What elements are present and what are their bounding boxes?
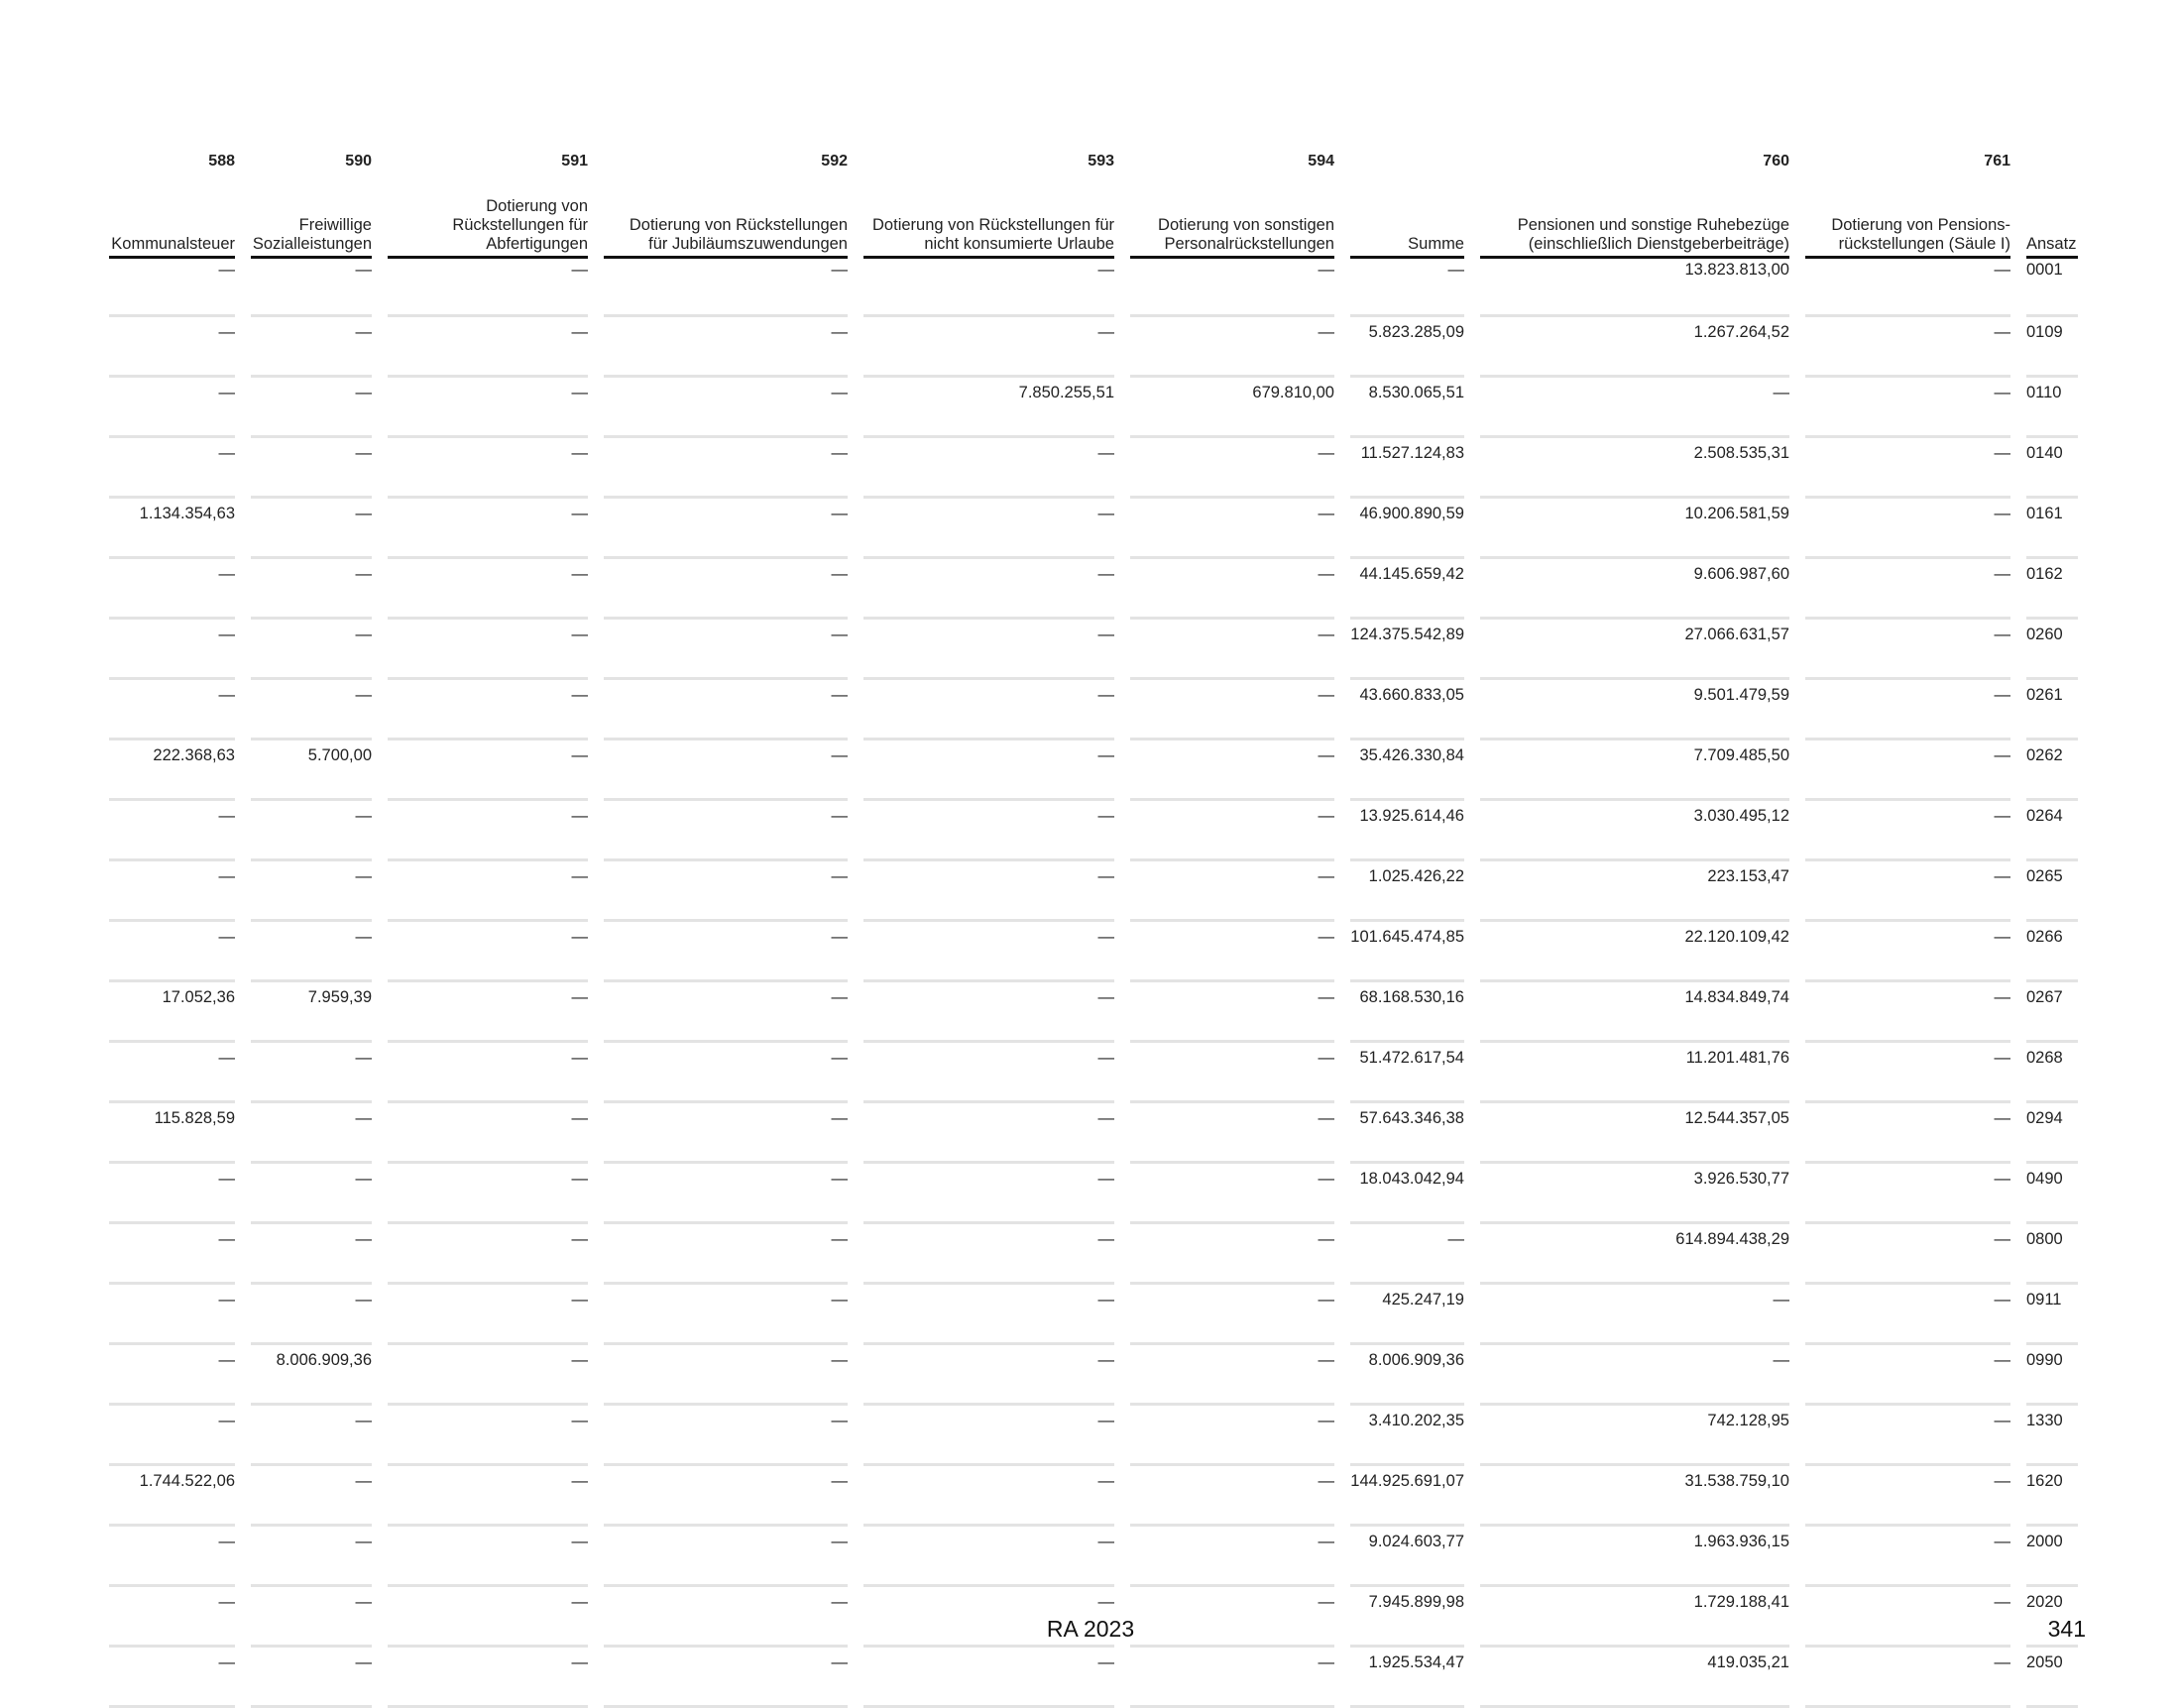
table-row — [109, 982, 2078, 1043]
table-cell: 57.643.346,38 — [1350, 1103, 1464, 1164]
table-cell: — — [863, 317, 1114, 378]
table-cell: — — [251, 1587, 372, 1648]
table-cell: — — [251, 438, 372, 499]
ansatz-cell: 2000 — [2026, 1527, 2078, 1587]
table-cell: — — [863, 1164, 1114, 1224]
table-cell: — — [863, 1345, 1114, 1406]
table-cell: — — [863, 1406, 1114, 1466]
table-cell: 419.035,21 — [1480, 1648, 1789, 1708]
table-cell: — — [109, 922, 235, 982]
table-cell: — — [109, 1285, 235, 1345]
table-cell: — — [1130, 740, 1334, 801]
table-row — [109, 259, 2078, 317]
table-cell: — — [1130, 801, 1334, 861]
table-cell: — — [863, 1285, 1114, 1345]
table-row — [109, 378, 2078, 438]
table-row — [109, 1466, 2078, 1527]
table-cell: — — [251, 1043, 372, 1103]
table-cell: — — [1805, 1345, 2010, 1406]
ansatz-cell: 0110 — [2026, 378, 2078, 438]
table-cell: — — [1805, 1285, 2010, 1345]
table-cell: — — [1805, 620, 2010, 680]
table-cell: — — [1130, 1406, 1334, 1466]
table-cell: 51.472.617,54 — [1350, 1043, 1464, 1103]
table-cell: — — [109, 861, 235, 922]
table-cell: — — [863, 1466, 1114, 1527]
table-cell: — — [1130, 1285, 1334, 1345]
table-row — [109, 740, 2078, 801]
table-cell: 31.538.759,10 — [1480, 1466, 1789, 1527]
table-cell: — — [1130, 680, 1334, 740]
table-cell: — — [388, 680, 588, 740]
table-cell: — — [388, 1527, 588, 1587]
table-cell: — — [251, 801, 372, 861]
table-cell: — — [1130, 1224, 1334, 1285]
table-cell: — — [388, 1406, 588, 1466]
table-row — [109, 1224, 2078, 1285]
table-cell: — — [109, 1527, 235, 1587]
table-cell: — — [1805, 680, 2010, 740]
table-cell: — — [388, 740, 588, 801]
table-cell: 223.153,47 — [1480, 861, 1789, 922]
column-header-row — [109, 176, 2078, 259]
table-cell: — — [863, 922, 1114, 982]
table-cell: — — [863, 740, 1114, 801]
table-cell: 1.025.426,22 — [1350, 861, 1464, 922]
table-cell: — — [1130, 317, 1334, 378]
ansatz-cell: 0490 — [2026, 1164, 2078, 1224]
account-code: 592 — [821, 153, 848, 170]
column-header: Dotierung von Pensions- rückstellungen (Säule I) — [1805, 176, 2010, 259]
table-cell: 3.410.202,35 — [1350, 1406, 1464, 1466]
table-row — [109, 1103, 2078, 1164]
table-cell: 43.660.833,05 — [1350, 680, 1464, 740]
table-cell: — — [388, 922, 588, 982]
table-cell: — — [604, 620, 848, 680]
table-cell: 9.606.987,60 — [1480, 559, 1789, 620]
table-row — [109, 620, 2078, 680]
table-cell: — — [863, 620, 1114, 680]
table-cell: 14.834.849,74 — [1480, 982, 1789, 1043]
table-cell: 3.926.530,77 — [1480, 1164, 1789, 1224]
table-cell: — — [1130, 1587, 1334, 1648]
ansatz-cell: 0001 — [2026, 259, 2078, 317]
table-cell: — — [604, 378, 848, 438]
table-cell: — — [604, 1466, 848, 1527]
table-cell: 1.267.264,52 — [1480, 317, 1789, 378]
personnel-expense-table — [93, 0, 2094, 1708]
table-cell: — — [251, 559, 372, 620]
table-cell: 679.810,00 — [1130, 378, 1334, 438]
ansatz-cell: 0911 — [2026, 1285, 2078, 1345]
table-cell: — — [1805, 922, 2010, 982]
column-header: Ansatz — [2026, 176, 2078, 259]
table-cell: — — [863, 1224, 1114, 1285]
account-code: 594 — [1308, 153, 1334, 170]
table-cell: 1.729.188,41 — [1480, 1587, 1789, 1648]
table-cell: — — [388, 1648, 588, 1708]
column-header: Pensionen und sonstige Ruhebezüge (einschließlich Dienstgeberbeiträge) — [1480, 176, 1789, 259]
table-cell: 8.530.065,51 — [1350, 378, 1464, 438]
table-cell: — — [1805, 861, 2010, 922]
table-cell: — — [1130, 1527, 1334, 1587]
ansatz-cell: 2020 — [2026, 1587, 2078, 1648]
ansatz-cell: 0800 — [2026, 1224, 2078, 1285]
table-row — [109, 438, 2078, 499]
table-cell: — — [109, 438, 235, 499]
table-cell: — — [109, 317, 235, 378]
table-cell: — — [863, 1527, 1114, 1587]
table-cell: — — [863, 1648, 1114, 1708]
ansatz-cell: 1330 — [2026, 1406, 2078, 1466]
table-cell: — — [1805, 1043, 2010, 1103]
table-cell: — — [1480, 1285, 1789, 1345]
table-cell: 9.501.479,59 — [1480, 680, 1789, 740]
ansatz-cell: 0267 — [2026, 982, 2078, 1043]
table-cell: — — [251, 1466, 372, 1527]
table-cell: — — [1805, 801, 2010, 861]
table-cell: 68.168.530,16 — [1350, 982, 1464, 1043]
table-cell: 18.043.042,94 — [1350, 1164, 1464, 1224]
table-cell: 115.828,59 — [109, 1103, 235, 1164]
table-cell: — — [388, 801, 588, 861]
table-cell: 8.006.909,36 — [251, 1345, 372, 1406]
table-cell: 1.925.534,47 — [1350, 1648, 1464, 1708]
table-cell: — — [604, 1527, 848, 1587]
table-cell: — — [388, 1587, 588, 1648]
table-cell: 7.959,39 — [251, 982, 372, 1043]
table-cell: — — [1805, 1466, 2010, 1527]
table-cell: — — [388, 499, 588, 559]
table-cell: 11.201.481,76 — [1480, 1043, 1789, 1103]
table-cell: — — [109, 378, 235, 438]
table-cell: — — [863, 680, 1114, 740]
table-cell: — — [1130, 1103, 1334, 1164]
table-cell: 5.823.285,09 — [1350, 317, 1464, 378]
account-code — [1350, 0, 1464, 176]
table-cell: — — [388, 1345, 588, 1406]
table-row — [109, 499, 2078, 559]
table-cell: 1.134.354,63 — [109, 499, 235, 559]
table-cell: — — [604, 801, 848, 861]
table-cell: — — [109, 680, 235, 740]
table-cell: — — [251, 861, 372, 922]
table-row — [109, 922, 2078, 982]
table-cell: — — [1350, 1224, 1464, 1285]
table-cell: — — [251, 1164, 372, 1224]
table-cell: — — [863, 559, 1114, 620]
table-cell: — — [388, 861, 588, 922]
column-header: Dotierung von Rückstellungen für nicht konsumierte Urlaube — [863, 176, 1114, 259]
table-cell: — — [863, 982, 1114, 1043]
table-cell: — — [1805, 1103, 2010, 1164]
table-cell: — — [388, 1285, 588, 1345]
table-cell: 5.700,00 — [251, 740, 372, 801]
table-cell: 124.375.542,89 — [1350, 620, 1464, 680]
table-cell: — — [863, 499, 1114, 559]
table-cell: — — [1480, 1345, 1789, 1406]
account-code — [2026, 0, 2078, 176]
table-cell: — — [1130, 1648, 1334, 1708]
table-row — [109, 861, 2078, 922]
table-cell: — — [388, 1224, 588, 1285]
ansatz-cell: 0262 — [2026, 740, 2078, 801]
table-cell: 7.709.485,50 — [1480, 740, 1789, 801]
account-code: 761 — [1984, 153, 2010, 170]
table-row — [109, 1164, 2078, 1224]
table-cell: — — [388, 559, 588, 620]
table-cell: — — [109, 1164, 235, 1224]
table-cell: — — [1130, 861, 1334, 922]
ansatz-cell: 0266 — [2026, 922, 2078, 982]
table-cell: 7.850.255,51 — [863, 378, 1114, 438]
table-row — [109, 1043, 2078, 1103]
table-cell: — — [604, 559, 848, 620]
table-cell: 12.544.357,05 — [1480, 1103, 1789, 1164]
account-code: 590 — [345, 153, 372, 170]
ansatz-cell: 1620 — [2026, 1466, 2078, 1527]
table-cell: 13.925.614,46 — [1350, 801, 1464, 861]
table-cell: 22.120.109,42 — [1480, 922, 1789, 982]
table-cell: 8.006.909,36 — [1350, 1345, 1464, 1406]
ansatz-cell: 0161 — [2026, 499, 2078, 559]
table-cell: — — [1130, 922, 1334, 982]
table-cell: — — [1805, 378, 2010, 438]
column-header: Summe — [1350, 176, 1464, 259]
column-header: Freiwillige Sozialleistungen — [251, 176, 372, 259]
table-cell: — — [388, 982, 588, 1043]
table-cell: — — [1805, 559, 2010, 620]
column-header: Dotierung von Rückstellungen für Abfertigungen — [388, 176, 588, 259]
account-code: 760 — [1763, 153, 1789, 170]
table-cell: — — [1480, 378, 1789, 438]
table-cell: — — [388, 317, 588, 378]
account-code: 588 — [208, 153, 235, 170]
table-cell: — — [1130, 1043, 1334, 1103]
table-cell: — — [1805, 1164, 2010, 1224]
column-header: Dotierung von Rückstellungen für Jubiläumszuwendungen — [604, 176, 848, 259]
ansatz-cell: 0260 — [2026, 620, 2078, 680]
table-cell: 17.052,36 — [109, 982, 235, 1043]
ansatz-cell: 0162 — [2026, 559, 2078, 620]
table-cell: 425.247,19 — [1350, 1285, 1464, 1345]
table-cell: — — [109, 1587, 235, 1648]
table-cell: — — [388, 378, 588, 438]
table-cell: — — [1130, 982, 1334, 1043]
table-cell: — — [388, 259, 588, 317]
table-cell: 46.900.890,59 — [1350, 499, 1464, 559]
table-cell: 10.206.581,59 — [1480, 499, 1789, 559]
table-cell: 101.645.474,85 — [1350, 922, 1464, 982]
table-cell: — — [1805, 259, 2010, 317]
ansatz-cell: 0268 — [2026, 1043, 2078, 1103]
table-cell: — — [604, 1406, 848, 1466]
ansatz-cell: 2050 — [2026, 1648, 2078, 1708]
ansatz-cell: 0261 — [2026, 680, 2078, 740]
ansatz-cell: 0140 — [2026, 438, 2078, 499]
table-cell: 9.024.603,77 — [1350, 1527, 1464, 1587]
table-cell: — — [388, 1043, 588, 1103]
table-cell: 1.963.936,15 — [1480, 1527, 1789, 1587]
ansatz-cell: 0264 — [2026, 801, 2078, 861]
report-title: RA 2023 — [1046, 1616, 1135, 1642]
table-cell: 13.823.813,00 — [1480, 259, 1789, 317]
table-cell: — — [863, 1587, 1114, 1648]
table-row — [109, 1648, 2078, 1708]
table-cell: — — [109, 620, 235, 680]
table-cell: — — [1130, 620, 1334, 680]
column-header: Dotierung von sonstigen Personalrückstellungen — [1130, 176, 1334, 259]
table-cell: — — [1805, 1224, 2010, 1285]
table-cell: — — [251, 922, 372, 982]
table-row — [109, 559, 2078, 620]
table-cell: — — [604, 317, 848, 378]
table-cell: — — [109, 801, 235, 861]
table-cell: — — [388, 620, 588, 680]
table-cell: — — [1130, 438, 1334, 499]
table-cell: 1.744.522,06 — [109, 1466, 235, 1527]
table-row — [109, 1345, 2078, 1406]
table-cell: — — [251, 1406, 372, 1466]
ansatz-cell: 0109 — [2026, 317, 2078, 378]
table-cell: — — [251, 499, 372, 559]
table-cell: — — [1130, 559, 1334, 620]
table-cell: — — [604, 922, 848, 982]
table-cell: — — [251, 1224, 372, 1285]
account-code: 593 — [1088, 153, 1114, 170]
table-cell: — — [604, 740, 848, 801]
table-cell: — — [604, 1164, 848, 1224]
table-cell: — — [1805, 438, 2010, 499]
table-cell: — — [109, 1224, 235, 1285]
table-cell: — — [109, 1648, 235, 1708]
table-cell: 2.508.535,31 — [1480, 438, 1789, 499]
table-cell: — — [388, 1466, 588, 1527]
table-cell: — — [388, 438, 588, 499]
table-cell: — — [863, 1043, 1114, 1103]
table-cell: — — [1130, 259, 1334, 317]
table-cell: — — [109, 1043, 235, 1103]
table-cell: — — [604, 680, 848, 740]
table-cell: — — [1130, 1466, 1334, 1527]
table-cell: — — [251, 378, 372, 438]
table-cell: — — [604, 259, 848, 317]
table-cell: — — [1805, 982, 2010, 1043]
table-cell: — — [604, 1587, 848, 1648]
table-cell: — — [1130, 1345, 1334, 1406]
table-cell: — — [251, 317, 372, 378]
table-cell: — — [251, 680, 372, 740]
table-cell: — — [863, 1103, 1114, 1164]
table-cell: — — [388, 1164, 588, 1224]
table-cell: — — [604, 1285, 848, 1345]
table-cell: — — [604, 438, 848, 499]
table-cell: — — [1805, 317, 2010, 378]
table-cell: — — [109, 259, 235, 317]
column-header: Kommunalsteuer — [109, 176, 235, 259]
table-cell: — — [863, 801, 1114, 861]
table-cell: — — [1805, 1587, 2010, 1648]
table-row — [109, 1406, 2078, 1466]
table-cell: — — [863, 861, 1114, 922]
table-row — [109, 317, 2078, 378]
table-cell: — — [251, 1527, 372, 1587]
table-cell: — — [251, 259, 372, 317]
table-cell: — — [109, 1406, 235, 1466]
table-cell: — — [1130, 1164, 1334, 1224]
table-body — [109, 259, 2078, 1708]
ansatz-cell: 0294 — [2026, 1103, 2078, 1164]
table-cell: — — [1350, 259, 1464, 317]
table-cell: — — [388, 1103, 588, 1164]
table-cell: — — [604, 1043, 848, 1103]
table-cell: — — [604, 1648, 848, 1708]
table-cell: — — [604, 1103, 848, 1164]
table-cell: — — [604, 982, 848, 1043]
table-cell: — — [1805, 1406, 2010, 1466]
table-cell: — — [1805, 1527, 2010, 1587]
table-cell: 44.145.659,42 — [1350, 559, 1464, 620]
table-cell: — — [863, 259, 1114, 317]
table-cell: — — [604, 861, 848, 922]
table-cell: 35.426.330,84 — [1350, 740, 1464, 801]
table-cell: — — [251, 1648, 372, 1708]
table-cell: 614.894.438,29 — [1480, 1224, 1789, 1285]
table-cell: — — [1805, 499, 2010, 559]
table-cell: 144.925.691,07 — [1350, 1466, 1464, 1527]
table-cell: 3.030.495,12 — [1480, 801, 1789, 861]
table-cell: — — [604, 499, 848, 559]
table-cell: 11.527.124,83 — [1350, 438, 1464, 499]
account-code: 591 — [561, 153, 588, 170]
page-number: 341 — [2047, 1616, 2086, 1642]
table-cell: — — [251, 1103, 372, 1164]
table-cell: — — [109, 559, 235, 620]
ansatz-cell: 0265 — [2026, 861, 2078, 922]
table-cell: — — [251, 620, 372, 680]
table-row — [109, 1527, 2078, 1587]
table-row — [109, 801, 2078, 861]
table-cell: — — [604, 1345, 848, 1406]
table-cell: — — [1805, 740, 2010, 801]
table-cell: — — [604, 1224, 848, 1285]
table-cell: — — [109, 1345, 235, 1406]
table-cell: 27.066.631,57 — [1480, 620, 1789, 680]
table-cell: — — [1130, 499, 1334, 559]
ansatz-cell: 0990 — [2026, 1345, 2078, 1406]
account-code-row — [109, 0, 2078, 176]
table-cell: — — [251, 1285, 372, 1345]
table-cell: 222.368,63 — [109, 740, 235, 801]
table-cell: 7.945.899,98 — [1350, 1587, 1464, 1648]
table-cell: — — [863, 438, 1114, 499]
table-row — [109, 680, 2078, 740]
table-row — [109, 1285, 2078, 1345]
table-cell: 742.128,95 — [1480, 1406, 1789, 1466]
table-cell: — — [1805, 1648, 2010, 1708]
